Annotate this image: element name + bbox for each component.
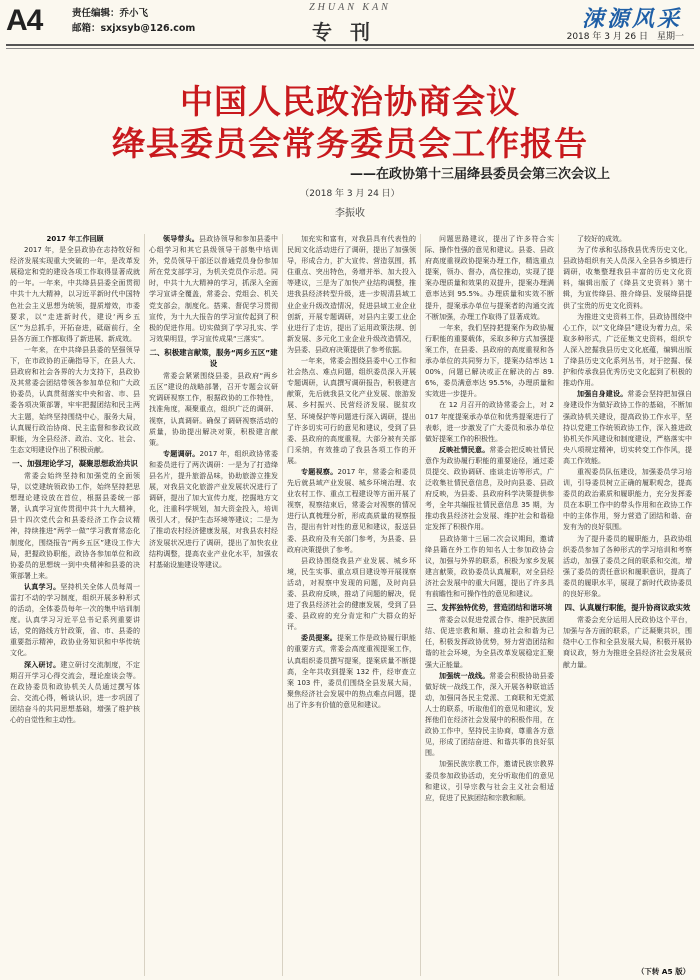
column-2 [144, 234, 282, 976]
paragraph: 重视委员队伍建设，加强委员学习培训，引导委员树立正确的履职观念，提高委员的政治素质和履职能力，充分发挥委员在本职工作中的带头作用和在政协工作中的主体作用，努力营造了团结和谐、奋发有为的良好氛围。 [563, 467, 692, 532]
headline-line-2: 绛县委员会常务委员会工作报告 [112, 124, 588, 163]
section-heading: 二、积极建言献策，服务“两乡五区”建设 [149, 347, 278, 369]
paragraph: 2017 年，是全县政协在志持牧好和经济发展实现重大突破的一年，是改革发展稳定和党的建设各项工作取得显著成就的一年。一年来，中共绛县县委全面贯彻中共十九大精神，以习近平新时代中国特色社会主义思想为统领，提质增效，市委要求，以“走进新时代，建设‘两乡五区’”为总抓手，开拓奋进，砥砺前行，全县各方面工作都取得了新进展、新成效。 [10, 246, 140, 343]
keyword: 专题调研。 [163, 449, 200, 458]
page-number: A4 [6, 4, 43, 37]
masthead-rule [6, 44, 694, 46]
paragraph: 一年来，我们坚持把提案作为政协履行职能的重要载体，采取多种方式加强提案工作，在县委、县政府的高度重视和各承办单位的共同努力下，提案办结率达 100%，问题已解决或正在解决的占 89.6%，委员满意率达 95.5%，办理质量和实效进一步提升。 [425, 323, 554, 399]
paragraph: 问题思路建议，提出了许多符合实际、操作性强的意见和建议。县委、县政府高度重视政协提案办理工作，精选重点提案，领办、督办，高位推动，实现了提案办理质量和效果的双提升，提案办理满意率达到 95.5%。办理质量和实效不断提升，提案承办单位与提案者的沟通交流不断加强，办理工作取得了显著成效。 [425, 235, 554, 321]
column-4 [420, 234, 558, 976]
keyword: 委员提案。 [301, 634, 337, 643]
paragraph [287, 633, 416, 711]
continued-note: （下转 A5 版） [633, 966, 690, 977]
issue-date: 2018 年 3 月 26 日 星期一 [566, 32, 684, 42]
paragraph: 县政协围绕我县产业发展、城乡环境，民生实事、重点项目建设等开展视察活动，对视察中发现的问题，及时向县委、县政府反映，推动了问题的解决，促进了我县经济社会的健康发展，受到了县委、县政府的充分肯定和广大群众的好评。 [287, 556, 416, 632]
subtitle: ——在政协第十三届绛县委员会第三次会议上 [349, 167, 610, 182]
column-1 [6, 234, 144, 976]
keyword: 认真学习。 [24, 582, 61, 591]
paragraph: 一年来，常委会围绕县委中心工作和社会热点、难点问题，组织委员深入开展专题调研，认真撰写调研报告，积极建言献策，先后就我县文化产业发展、旅游发展、乡村振兴、民营经济发展、脱贫攻坚、环境保护等问题进行深入调研，提出了许多切实可行的意见和建议，受到了县委、县政府的高度重视，大部分被有关部门采纳，有效推动了我县各项工作的开展。 [287, 357, 416, 465]
paragraph: 为了提升委员的履职能力，县政协组织委员参加了各种形式的学习培训和考察活动，加强了委员之间的联系和交流，增强了委员的责任意识和履职意识，提高了委员的履职水平，展现了新时代政协委员的良好形象。 [563, 534, 692, 598]
paragraph: 在 12 月召开的政协常委会上，对 2017 年度提案承办单位和优秀提案进行了表彰，进一步激发了广大委员和承办单位做好提案工作的积极性。 [425, 401, 554, 443]
speaker-name: 李振收 [335, 208, 365, 219]
paragraph: 县政协第十三届二次会议期间，邀请绛县籍在外工作的知名人士参加政协会议，加强与外界的联系，积极为家乡发展建言献策，政协委员认真履职，对全县经济社会发展中的重大问题，提出了许多具有前瞻性和可操作性的意见和建议。 [425, 534, 554, 598]
paragraph: 常委会始终坚持和加强党的全面领导，以党建统领政协工作，始终坚持把思想理论建设放在首位，根据县委统一部署，认真学习宣传贯彻中共十九大精神，县十四次党代会和县委经济工作会议精神，持续推进“两学一做”学习教育常态化制度化，围绕报告“两乡五区”建设工作大局，把握政协职能，政协各参加单位和政协委员的思想统一到中央精神和县委的决策部署上来。 [10, 471, 140, 580]
paragraph [149, 449, 278, 571]
keyword: 反映社情民意。 [439, 445, 490, 454]
keyword: 领导带头。 [163, 235, 199, 243]
keyword: 深入研讨。 [24, 660, 61, 669]
paragraph: 为推进文史资料工作，县政协围绕中心工作，以“文化绛县”建设为着力点，采取多种形式，广泛征集文史资料，组织专人深入挖掘我县历史文化底蕴，编辑出版了绛县历史文化系列丛书，对于挖掘、保护和传承我县优秀历史文化起到了积极的推动作用。 [563, 312, 692, 388]
paragraph: 加强民族宗教工作，邀请民族宗教界委员参加政协活动，充分听取他们的意见和建议，引导宗教与社会主义社会相适应，促进了民族团结和宗教和顺。 [425, 760, 554, 802]
paragraph: 常委会以促进党派合作、维护民族团结、促进宗教和顺、推动社会和谐为己任，积极发挥政协优势，努力营造团结和谐的社会环境，为全县改革发展稳定汇聚强大正能量。 [425, 616, 554, 669]
paragraph-text: 建立研讨交流制度，不定期召开学习心得交流会，理论座谈会等。在政协委员和政协机关人员通过撰写体会、交流心得，畅谈认识，进一步巩固了团结奋斗的共同思想基础，增强了维护核心的自觉性和主动性。 [10, 660, 141, 725]
paragraph: 一年来，在中共绛县县委的坚强领导下，在市政协的正确指导下，在县人大、县政府和社会各界的大力支持下，县政协及其常委会团结带领各参加单位和广大政协委员，认真贯彻落实中央和省、市、县委各项决策部署，牢牢把握团结和民主两大主题，始终坚持围绕中心，服务大局，认真履行政治协商、民主监督和参政议政职能，为全县经济、政治、文化、社会、生态文明建设作出了积极贡献。 [10, 345, 140, 454]
paragraph [10, 660, 140, 727]
masthead [0, 0, 700, 44]
paper-name: 涑源风采 [581, 6, 682, 32]
paragraph-text: 坚持机关全体人员每周一雷打不动的学习制度，组织开展多种形式的活动，全体委员每年一次的集中培训制度。认真学习习近平总书记系列重要讲话，党的路线方针政策，省、市、县委的重要指示精神，政协业务知识和中华传统文化。 [10, 582, 141, 658]
paragraph [425, 671, 554, 760]
column-3 [282, 234, 420, 976]
report-date: （2018 年 3 月 24 日） [300, 189, 400, 199]
paragraph: 常委会紧紧围绕县委，县政府“两乡五区”建设的战略部署，召开专题会议研究调研视察工作，根据政协的工作特性，找准角度，凝聚重点，组织广泛的调研、视察，认真调研。确保了调研视察活动的质量，协助提出解决对策，积极建言献策。 [149, 372, 278, 447]
paragraph: 加充实和富有，对我县具有代表性的民间文化活动进行了调研，提出了加强领导，形成合力，扩大宣传、营造氛围，抓住重点、突出特色，务增并举、加大投入等建议，三是为了加快产业结构调整，推进我县经济转型升级，进一步规清县域工业企业升级改造情况，促进县域工业企业创新，开展专题调研，对县内主要工业企业进行了走访，提出了运用政策法规、创新发展、多元化工业企业升级改造情况，为县委、县政府决策提供了参考依据。 [287, 235, 416, 354]
paragraph-text: 常委会积极协助县委做好统一战线工作，深入开展各种联谊活动，加强同各民主党派、工商联和无党派人士的联系，听取他们的意见和建议，发挥他们在经济社会发展中的积极作用，在政协工作中，坚持民主协商，尊重各方意见，形成了团结奋进、和谐共事的良好氛围。 [425, 671, 555, 758]
section-heading: 三、发挥独特优势，营造团结和谐环境 [426, 603, 553, 613]
paragraph [425, 445, 554, 534]
section-latin: ZHUAN KAN [309, 2, 391, 13]
paragraph: 了较好的成效。 [577, 235, 626, 243]
email-label: 邮箱： [72, 23, 101, 34]
paragraph-text: 常委会把反映社情民意作为政协履行职能的重要途径，通过委员提交、政协调研、座谈走访等形式，广泛收集社情民意信息，及时向县委、县政府反映，为县委、县政府科学决策提供参考，全年共编报社情民意信息 35 期，为推动我县经济社会发展、维护社会和谐稳定发挥了积极作用。 [425, 445, 555, 532]
masthead-rule-thin [6, 48, 694, 49]
headline-line-1: 中国人民政治协商会议 [180, 82, 520, 121]
section-title: 专刊 [312, 20, 388, 44]
paragraph-text: 提案工作是政协履行职能的重要方式，常委会高度重视提案工作，认真组织委员撰写提案，提案质量不断提高，全年共收到提案 132 件，经审查立案 103 件，委员们围绕全县发展大局，聚焦经济社会发展中的热点难点问题，提出了许多有价值的意见和建议。 [287, 634, 416, 709]
section-heading: 2017 年工作回顾 [46, 235, 104, 243]
paragraph [10, 582, 140, 660]
paragraph-text: 2017 年，常委会和委员先后就县域产业发展、城乡环境治理、农业农村工作、重点工程建设等方面开展了视察，视察结束后，常委会对视察的情况进行认真梳理分析，形成高质量的视察报告，提出有针对性的意见和建议，报送县委、县政府及有关部门参考，为县委、县政府决策提供了参考。 [287, 467, 417, 554]
editor-label: 责任编辑： [72, 8, 120, 19]
editor-email[interactable]: sxjxsyb@126.com [100, 23, 196, 34]
paragraph-text: 常委会坚持把加强自身建设作为做好政协工作的基础，不断加强政协机关建设，提高政协工作水平，坚持以党建工作统领政协工作，深入推进政协机关作风建设和制度建设，严格落实中央八项规定精神，切实转变工作作风，提高工作效能。 [563, 390, 693, 465]
section-heading: 四、认真履行职能，提升协商议政实效 [564, 603, 691, 613]
editor-name: 乔小飞 [119, 8, 149, 19]
section-heading: 一、加强理论学习，凝聚思想政治共识 [12, 458, 138, 468]
paragraph: 为了传承和弘扬我县优秀历史文化，县政协组织有关人员深入全县各乡镇进行调研，收集整理我县丰富的历史文化资料，编辑出版了《绛县文史资料》第十辑，为宣传绛县、推介绛县、发展绛县提供了宝贵的历史文化资料。 [563, 246, 692, 310]
paragraph [287, 467, 416, 556]
column-5 [558, 234, 696, 976]
paragraph-text: 县政协领导和参加县委中心组学习和其它县级领导干部集中培训外，党员领导干部还以普通党员身份参加所在党支部学习，为机关党员作示范。同时，中共十九大精神的学习，抓深入全面学习宣讲全覆盖，常委会、党组会、机关党支部会，制度化。搭乘、督促学习贯彻宣传，为十九大报告的学习宣传起到了积极的促进作用。切实做到了学习扎实、学习效果明显，学习宣传成果“三落实”。 [149, 235, 278, 343]
paragraph [149, 234, 278, 345]
keyword: 专题视察。 [301, 467, 338, 476]
keyword: 加强自身建设。 [577, 390, 628, 399]
paragraph [563, 389, 692, 467]
keyword: 加强统一战线。 [439, 671, 490, 680]
paragraph: 常委会充分运用人民政协这个平台，加强与各方面的联系，广泛凝聚共识，围绕中心工作和全县发展大局，积极开展协商议政，努力为推进全县经济社会发展贡献力量。 [563, 616, 692, 669]
paragraph-text: 2017 年，组织政协常委和委员进行了两次调研：一是为了打造绛县名片，提升旅游品味，协助旅游立推发展，对我县文化旅游产业发展状况进行了调研，提出了加大宣传力度，挖掘地方文化，注重科学规划，加大资金投入，培训吸引人才，保护生态环境等建议；二是为了推动农村经济健康发展，对我县农村经济发展状况进行了调研，提出了加快农业结构调整，提高农业产业化水平，加强农村基础设施建设等建议。 [149, 449, 279, 569]
article-body [6, 234, 696, 976]
